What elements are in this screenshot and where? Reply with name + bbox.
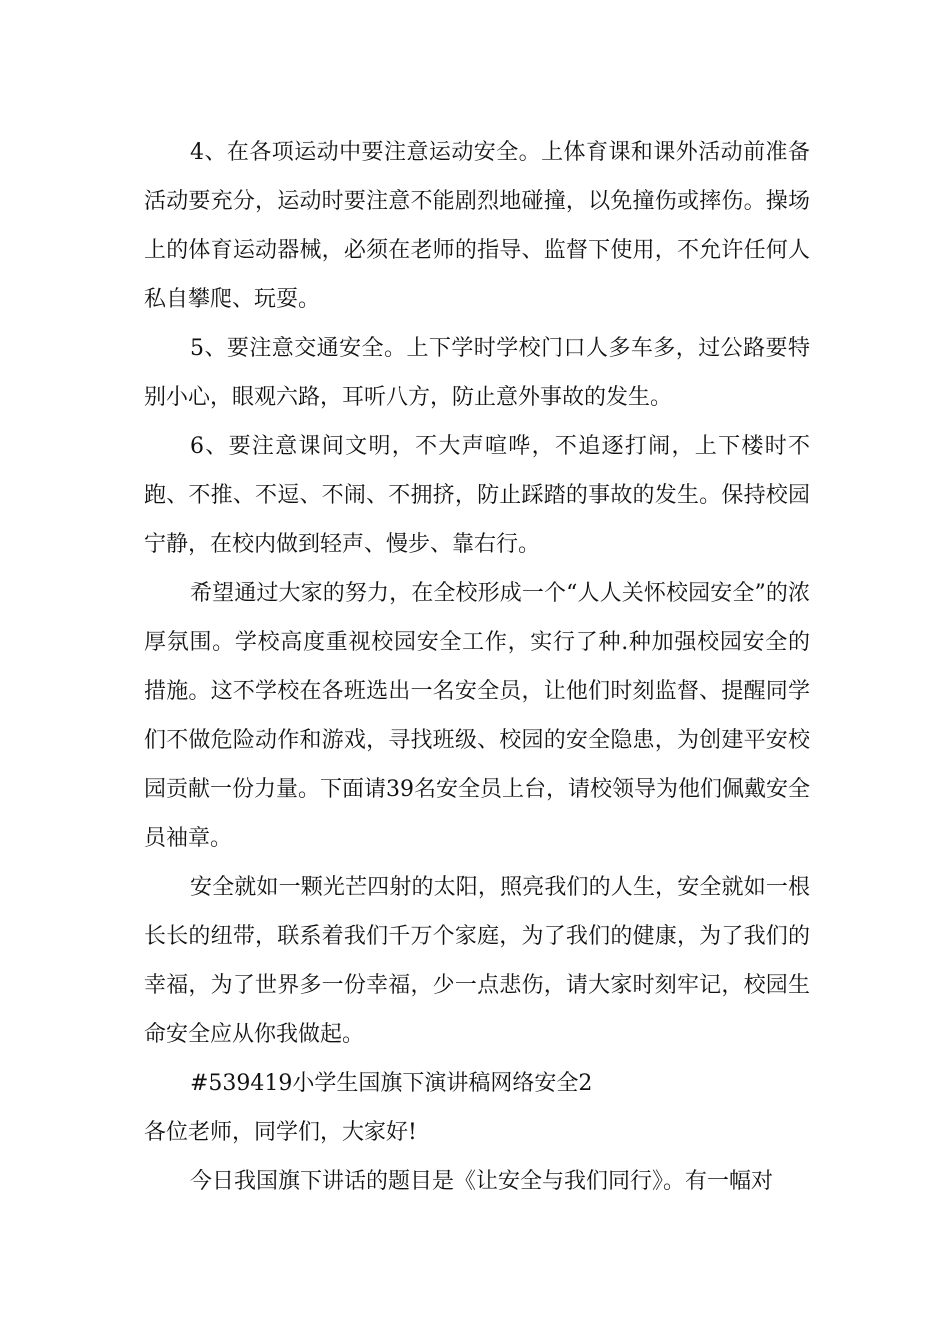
- document-body: [144, 128, 810, 1206]
- paragraph-sports-safety: 4、在各项运动中要注意运动安全。上体育课和课外活动前准备活动要充分，运动时要注意不能剧烈地碰撞，以免撞伤或摔伤。操场上的体育运动器械，必须在老师的指导、监督下使用，不允许任何人私自攀爬、玩耍。: [144, 140, 810, 312]
- paragraph-break-time-conduct: 6、要注意课间文明，不大声喧哗，不追逐打闹，上下楼时不跑、不推、不逗、不闹、不拥挤，防止踩踏的事故的发生。保持校园宁静，在校内做到轻声、慢步、靠右行。: [144, 434, 810, 557]
- paragraph-traffic-safety: 5、要注意交通安全。上下学时学校门口人多车多，过公路要特别小心，眼观六路，耳听八方，防止意外事故的发生。: [144, 336, 810, 410]
- paragraph-speech-intro: 今日我国旗下讲话的题目是《让安全与我们同行》。有一幅对: [190, 1169, 774, 1194]
- section-heading: #539419小学生国旗下演讲稿网络安全2: [190, 1071, 593, 1096]
- paragraph-closing: 安全就如一颗光芒四射的太阳，照亮我们的人生，安全就如一根长长的纽带，联系着我们千万个家庭，为了我们的健康，为了我们的幸福，为了世界多一份幸福，少一点悲伤，请大家时刻牢记，校园生命安全应从你我做起。: [144, 875, 810, 1047]
- greeting: 各位老师，同学们，大家好!: [144, 1120, 417, 1145]
- paragraph-safety-officers: 希望通过大家的努力，在全校形成一个“人人关怀校园安全”的浓厚氛围。学校高度重视校园安全工作，实行了种.种加强校园安全的措施。这不学校在各班选出一名安全员，让他们时刻监督、提醒同学们不做危险动作和游戏，寻找班级、校园的安全隐患，为创建平安校园贡献一份力量。下面请39名安全员上台，请校领导为他们佩戴安全员袖章。: [144, 581, 810, 851]
